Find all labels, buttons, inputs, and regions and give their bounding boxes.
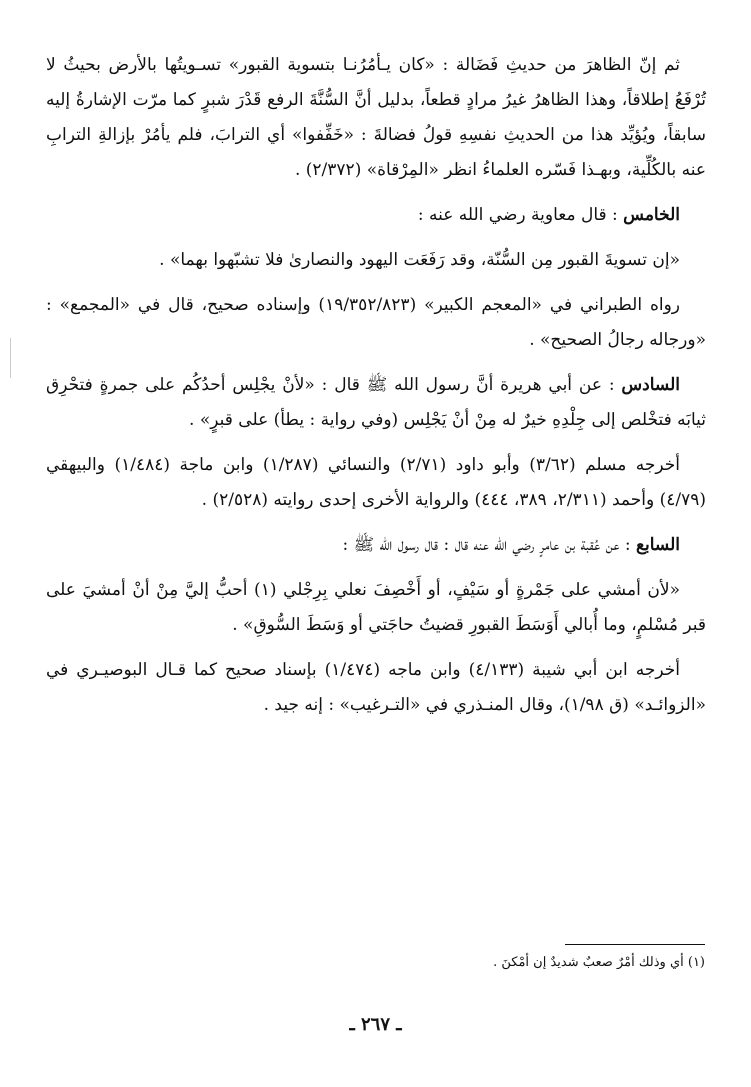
paragraph-seventh (46, 528, 706, 563)
footnote-divider (565, 944, 705, 945)
paragraph-fifth (46, 198, 706, 233)
fifth-heading: الخامس (623, 205, 680, 225)
footnote: (١) أي وذلك أمْرٌ صعبٌ شديدٌ إن أمْكنَ . (493, 955, 705, 970)
paragraph-muawiya-quote: «إن تسويةَ القبور مِن السُّنّة، وقد رَفَعَت اليهود والنصارىٰ فلا تشبّهوا بهما» . (159, 250, 680, 270)
paragraph-fadala-hadith: ثم إنّ الظاهرَ من حديثِ فَضَالة : «كان يـأمُرُنـا بتسوية القبور» تسـويتُها بالأرض بحيثُ لا تُرْفَعُ إطلاقاً، وهذا الظاهرُ غيرُ مرادٍ قطعاً، بدليل أنَّ السُّنَّةَ الرفع قَدْرَ شبرٍ كما مرّت الإشارةُ إليه سابقاً، ويُؤيِّد هذا من الحديثِ نفسِهِ قولُ فضالةَ : «خَفِّفوا» أي الترابَ، فلم يأمُرْ بإزالةِ الترابِ عنه بالكُلِّية، وبهـذا فَسّره العلماءُ انظر «المِرْقاة» (٢/٣٧٢) . (46, 55, 706, 180)
paragraph-sixth (46, 368, 706, 438)
sixth-heading: السادس (621, 375, 680, 395)
page-body (46, 48, 706, 733)
paragraph-uqba-quote: «لأن أمشي على جَمْرةٍ أو سَيْفٍ، أو أَخْصِفَ نعلي بِرِجْلي (١) أحبُّ إليَّ مِنْ أنْ أمشيَ على قبر مُسْلمٍ، وما أُبالي أَوَسَطَ القبورِ قضيتُ حاجَتي أو وَسَطَ السُّوقِ» . (46, 580, 706, 635)
paragraph-ibn-abi-shayba-takhrij: أخرجه ابن أبي شيبة (٤/١٣٣) وابن ماجه (١/٤٧٤) بإسناد صحيح كما قـال البوصيـري في «الزوائـد» (ق ١/٩٨)، وقال المنـذري في «التـرغيب» : إنه جيد . (46, 660, 706, 715)
margin-mark (10, 338, 11, 378)
sixth-text: : عن أبي هريرة أنَّ رسول الله ﷺ قال : «لأنْ يجْلِس أحدُكُم على جمرةٍ فتحْرِق ثيابَه فتخْلص إلى جِلْدِهِ خيرٌ له مِنْ أنْ يَجْلِس (وفي رواية : يطأ) على قبرٍ» . (46, 375, 706, 430)
seventh-text: : عن عُقبة بن عامرٍ رضي الله عنه قال : قال رسول الله ﷺ : (342, 535, 636, 555)
paragraph-muslim-takhrij: أخرجه مسلم (٣/٦٢) وأبو داود (٢/٧١) والنسائي (١/٢٨٧) وابن ماجة (١/٤٨٤) والبيهقي (٤/٧٩) وأحمد (٢/٣١١، ٣٨٩، ٤٤٤) والرواية الأخرى إحدى روايته (٢/٥٢٨) . (46, 455, 706, 510)
paragraph-tabarani-takhrij: رواه الطبراني في «المعجم الكبير» (١٩/٣٥٢/٨٢٣) وإسناده صحيح، قال في «المجمع» : «ورجاله رجالُ الصحيح» . (46, 295, 706, 350)
seventh-heading: السابع (635, 535, 680, 555)
fifth-text: : قال معاوية رضي الله عنه : (417, 205, 624, 225)
page-number: ـ ٢٦٧ ـ (349, 1014, 402, 1035)
